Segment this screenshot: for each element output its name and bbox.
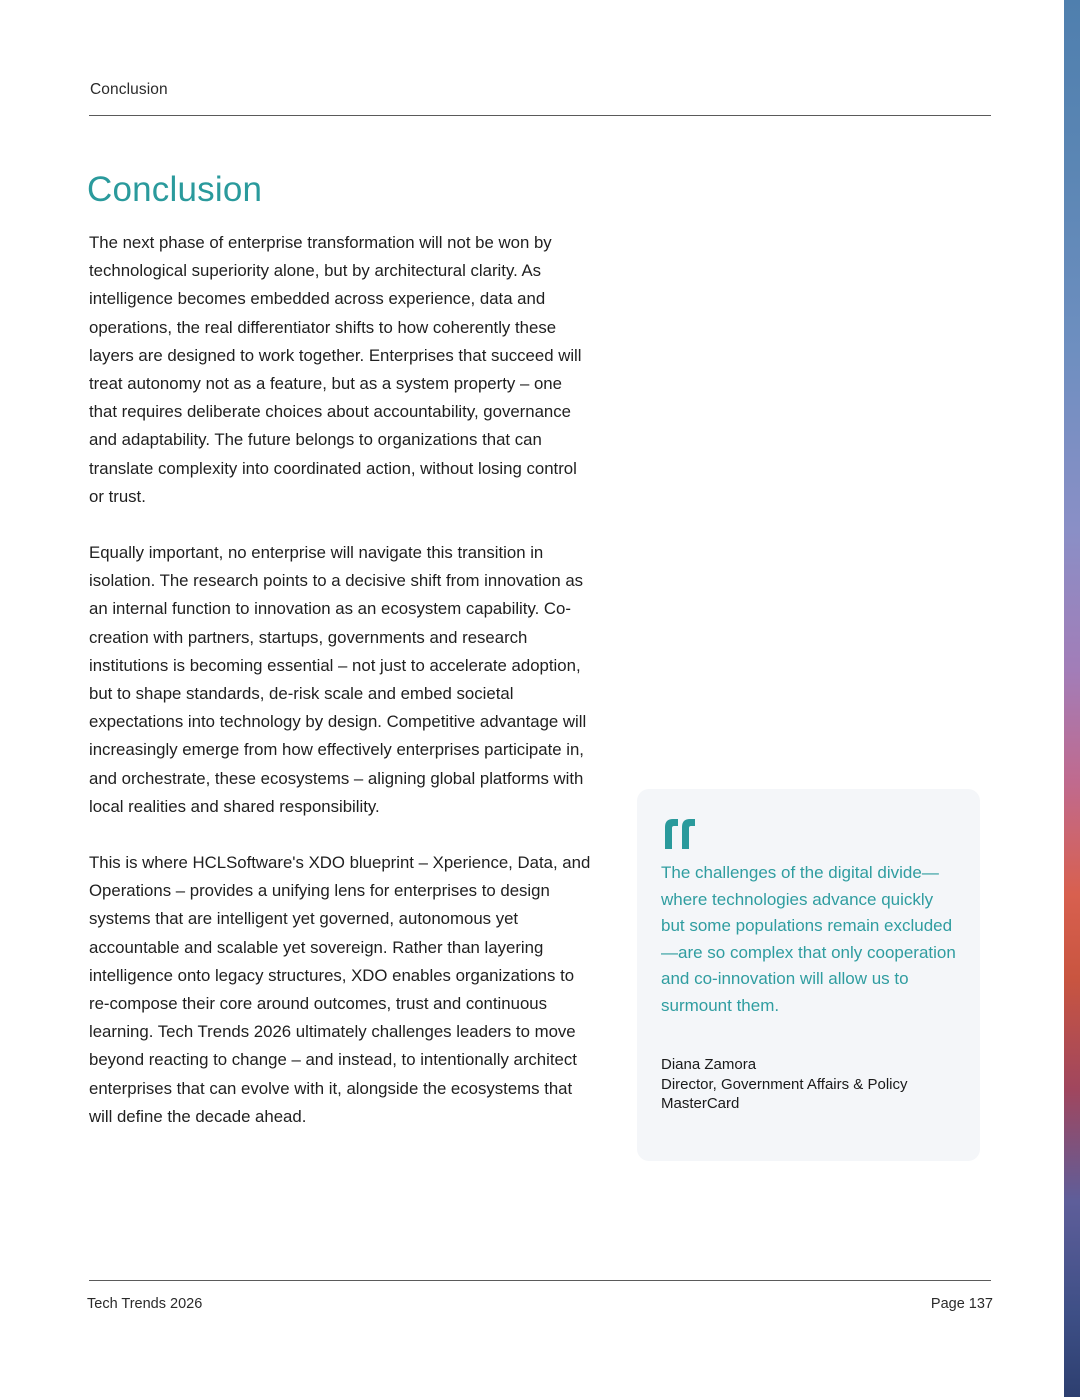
quote-author-title: Director, Government Affairs & Policy: [661, 1075, 908, 1093]
footer-publication-title: Tech Trends 2026: [87, 1296, 203, 1312]
body-text-column: [89, 229, 594, 1159]
body-paragraph: The next phase of enterprise transformation will not be won by technological superiority alone, but by architectural clarity. As intelligence becomes embedded across experience, data and operations, the real differentiator shifts to how coherently these layers are designed to work together. Enterprises that succeed will treat autonomy not as a feature, but as a system property – one that requires deliberate choices about accountability, governance and adaptability. The future belongs to organizations that can translate complexity into coordinated action, without losing control or trust.: [89, 233, 582, 506]
body-paragraph: This is where HCLSoftware's XDO blueprint – Xperience, Data, and Operations – provides a unifying lens for enterprises to design systems that are intelligent yet governed, autonomous yet accountable and scalable yet sovereign. Rather than layering intelligence onto legacy structures, XDO enables organizations to re-compose their core around outcomes, trust and continuous learning. Tech Trends 2026 ultimately challenges leaders to move beyond reacting to change – and instead, to intentionally architect enterprises that can evolve with it, alongside the ecosystems that will define the decade ahead.: [89, 853, 591, 1126]
quote-author-organization: MasterCard: [661, 1095, 740, 1112]
quote-attribution: [661, 1055, 907, 1114]
page-number: Page 137: [930, 1296, 993, 1312]
page-title: Conclusion: [87, 170, 263, 209]
pull-quote-card: [637, 789, 980, 1161]
decorative-edge-strip: [1064, 0, 1080, 1397]
footer-divider: [89, 1280, 991, 1281]
body-paragraph: Equally important, no enterprise will navigate this transition in isolation. The research points to a decisive shift from innovation as an internal function to innovation as an ecosystem capability. Co-creation with partners, startups, governments and research institutions is becoming essential – not just to accelerate adoption, but to shape standards, de-risk scale and embed societal expectations into technology by design. Competitive advantage will increasingly emerge from how effectively enterprises participate in, and orchestrate, these ecosystems – aligning global platforms with local realities and shared responsibility.: [89, 543, 587, 816]
quote-mark-icon: [662, 813, 702, 853]
running-header: Conclusion: [90, 81, 168, 98]
quote-author-name: Diana Zamora: [661, 1056, 757, 1073]
quote-text: The challenges of the digital divide—where technologies advance quickly but some populations remain excluded—are so complex that only cooperation and co-innovation will allow us to surmount them.: [661, 863, 956, 1015]
header-divider: [89, 115, 991, 116]
